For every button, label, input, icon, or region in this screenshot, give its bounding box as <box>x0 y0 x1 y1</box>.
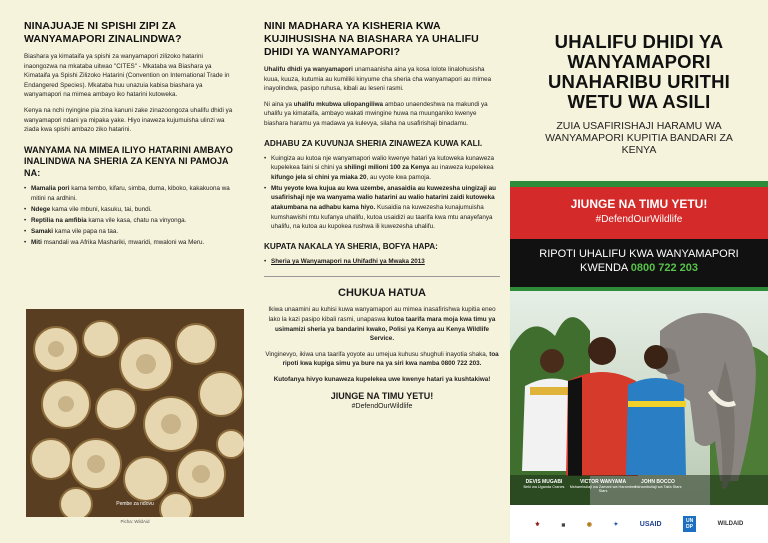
panel-middle <box>256 0 510 543</box>
panel-cover <box>510 0 768 543</box>
kenya-coat-of-arms-logo: ⚜ <box>534 521 541 528</box>
join-banner <box>510 187 768 239</box>
players-elephant-illustration <box>510 291 768 505</box>
list-item: • Kuingiza au kutoa nje wanyamapori walio kwenye hatari ya kutoweka kunaweza kupelekea faini si chini ya shilingi milioni 100 za Kenya au inaweza kupelekea kifungo jela si chini ya miaka 20, au vyote kwa pamoja. <box>264 154 500 183</box>
heading-law-copy: KUPATA NAKALA YA SHERIA, BOFYA HAPA: <box>264 241 438 251</box>
heading-legal-consequences: NINI MADHARA YA KISHERIA KWA KUJIHUSISHA NA BIASHARA YA UHALIFU DHIDI YA WANYAMAPORI? <box>264 20 479 58</box>
report-banner <box>510 239 768 287</box>
join-text: JIUNGE NA TIMU YETU! <box>570 197 708 211</box>
law-link-list <box>264 257 500 267</box>
heading-endangered-list: WANYAMA NA MIMEA ILIYO HATARINI AMBAYO INALINDWA NA SHERIA ZA KENYA NI PAMOJA NA: <box>24 144 233 178</box>
player-caption-2: VICTOR WANYAMA Mshambuliaji wa Zamani wa Harambee Stars <box>569 479 637 493</box>
para-organised-crime: Ni aina ya uhalifu mkubwa uliopangiliwa ambao unaendeshwa na makundi ya uhalifu ya kimataifa, ambayo wakati mwingine huwa na muunganiko kwenye biashara haramu ya madawa ya kulevya, silaha na usafirishaji binadamu. <box>264 100 488 127</box>
para-cites: Biashara ya kimataifa ya spishi za wanyamapori zilizoko hatarini inaongozwa na mkataba uitwao "CITES" - Mkataba wa Biashara ya Kimataifa ya Spishi Zilizoko Hatarini (Convention on International Trade in Endangered Species). Mkataba huu unazuia kabisa biashara ya wanyamapori na mimea ambayo iko hatarini kutoweka. <box>24 53 230 99</box>
penalties-list <box>264 154 500 232</box>
divider <box>264 276 500 277</box>
kpa-logo: ✦ <box>613 521 619 528</box>
kws-logo: ◉ <box>586 521 592 528</box>
law-link[interactable]: Sheria ya Wanyamapori na Uhifadhi ya Mwaka 2013 <box>271 257 425 265</box>
action-title: CHUKUA HATUA <box>338 287 426 300</box>
hero-image <box>510 291 768 505</box>
undp-logo: UN DP <box>683 516 696 532</box>
hotline-number[interactable]: 0800 722 203 <box>630 262 699 274</box>
list-item: • Mtu yeyote kwa kujua au kwa uzembe, anasaidia au kuwezesha uingizaji au usafirishaji nje wa wanyama walio hatarini au walio hatarini zaidi kutoweka atakumbana na adhabu kama hiyo. Kusaidia na kuwezesha kunajumuisha kumshawishi mtu kufanya uhalifu, kutoa usaidizi au taarifa kwa mtu anayefanya uhalifu, na kutoa au kupokea rushwa ili kuwezesha uhalifu. <box>264 184 500 232</box>
list-item <box>264 257 500 267</box>
photo-credit: Picha: WildAid <box>120 519 150 524</box>
cover-subtitle: ZUIA USAFIRISHAJI HARAMU WA WANYAMAPORI KUPITIA BANDARI ZA KENYA <box>545 120 733 156</box>
hashtag: #DefendOurWildlife <box>351 402 413 410</box>
report-line-1: RIPOTI UHALIFU KWA WANYAMAPORI <box>539 248 739 260</box>
action-para-1: Ikiwa unaamini au kuhisi kuwa wanyamapori au mimea inasafirishwa kupitia eneo lako la kazi pasipo kibali rasmi, unapaswa kutoa taarifa mara moja kwa timu ya usimamizi sheria ya bandarini kwako, Polisi ya Kenya au Kenya Wildlife Service. <box>268 306 496 343</box>
action-para-3: Kutofanya hivyo kunaweza kupelekea uwe kwenye hatari ya kushtakiwa! <box>273 375 491 383</box>
report-line-2: KWENDA 0800 722 203 <box>579 262 699 274</box>
usaid-logo: USAID <box>639 520 662 528</box>
ivory-tusks-image <box>26 309 244 517</box>
heading-penalties: ADHABU ZA KUVUNJA SHERIA ZINAWEZA KUWA KALI. <box>264 138 483 148</box>
player-caption-3: JOHN BOCCO Mshambuliaji wa Taifa Stars <box>634 479 682 489</box>
cover-title: UHALIFU DHIDI YA WANYAMAPORI UNAHARIBU URITHI WETU WA ASILI <box>547 31 731 112</box>
action-para-2: Vinginevyo, ikiwa una taarifa yoyote au umejua kuhusu shughuli inayotia shaka, toa ripoti kwa kupiga simu ya bure na ya siri kwa namba 0800 722 203. <box>265 350 499 368</box>
photo-caption: Pembe za ndovu <box>116 501 154 507</box>
wildaid-logo: WILDAID <box>717 521 744 527</box>
list-item: • Samaki kama vile papa na taa. <box>24 227 238 237</box>
list-item: • Reptilia na amfibia kama vile kasa, chatu na vinyonga. <box>24 216 238 226</box>
para-definition: Uhalifu dhidi ya wanyamapori unamaanisha aina ya kosa lolote linalohusisha kuua, kuuza, kutumia au kumiliki kinyume cha sheria cha wanyamapori au mimea inayolindwa, pasipo ruhusa, kibali au leseni rasmi. <box>264 66 492 93</box>
list-item: • Ndege kama vile mbuni, kasuku, tai, bundi. <box>24 205 238 215</box>
ivory-photo <box>26 309 244 517</box>
para-kenya-laws: Kenya na nchi nyingine pia zina kanuni zake zinazoongoza uhalifu dhidi ya wanyamapori ndani ya mipaka yake. Hiyo inaweza kujumuisha ulinzi wa ziada kwa spishi ambazo ziko hatarini. <box>24 106 233 134</box>
list-item: • Mamalia pori kama tembo, kifaru, simba, duma, kiboko, kakakuona wa mitini na ardhini. <box>24 184 238 203</box>
species-list <box>24 184 238 248</box>
partner-logos <box>510 505 768 543</box>
player-caption-1: DEVIS MUGABI Beki wa Uganda Cranes <box>523 479 565 489</box>
join-hashtag: #DefendOurWildlife <box>595 214 683 225</box>
ministry-logo: ▦ <box>561 521 566 527</box>
list-item: • Miti msandali wa Afrika Mashariki, mwaridi, mwaloni wa Meru. <box>24 238 238 248</box>
join-line: JIUNGE NA TIMU YETU! <box>330 390 434 401</box>
heading-protected-species: NINAJUAJE NI SPISHI ZIPI ZA WANYAMAPORI ZINALINDWA? <box>24 20 182 45</box>
